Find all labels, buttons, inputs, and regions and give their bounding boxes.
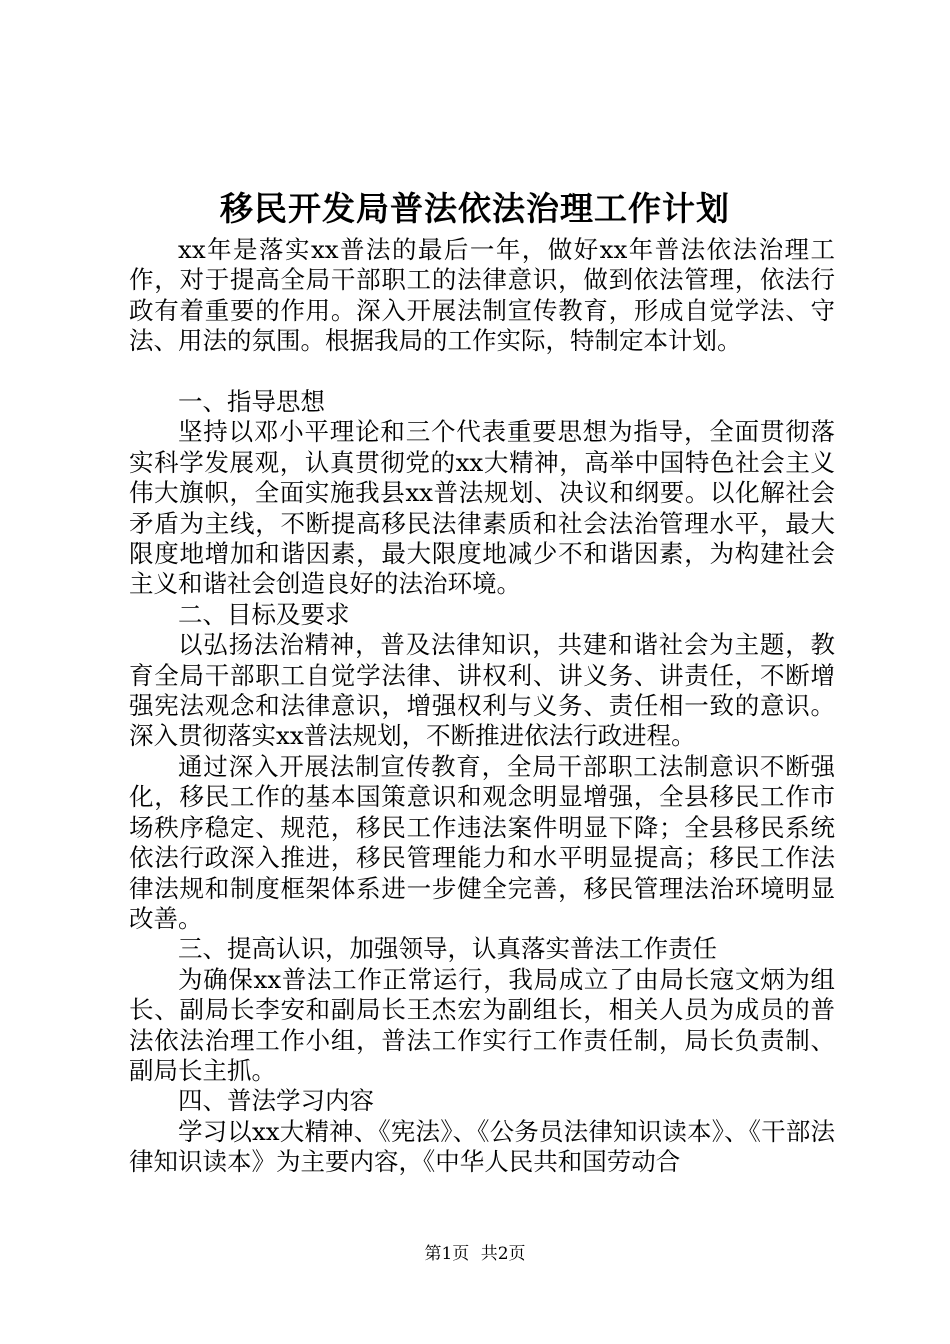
paragraph-goals-2: 通过深入开展法制宣传教育，全局干部职工法制意识不断强化，移民工作的基本国策意识和观念明显增强，全县移民工作市场秩序稳定、规范，移民工作违法案件明显下降；全县移民系统依法行政深入推进，移民管理能力和水平明显提高；移民工作法律法规和制度框架体系进一步健全完善，移民管理法治环境明显改善。 bbox=[129, 751, 835, 933]
page-footer bbox=[0, 1242, 950, 1266]
section-heading-study-content: 四、普法学习内容 bbox=[178, 1086, 374, 1116]
paragraph-leadership: 为确保xx普法工作正常运行，我局成立了由局长寇文炳为组长、副局长李安和副局长王杰宏为副组长，相关人员为成员的普法依法治理工作小组，普法工作实行工作责任制，局长负责制、副局长主抓。 bbox=[129, 964, 835, 1085]
section-heading-goals: 二、目标及要求 bbox=[178, 599, 350, 629]
paragraph-guiding-ideology: 坚持以邓小平理论和三个代表重要思想为指导，全面贯彻落实科学发展观，认真贯彻党的xx大精神，高举中国特色社会主义伟大旗帜，全面实施我县xx普法规划、决议和纲要。以化解社会矛盾为主线，不断提高移民法律素质和社会法治管理水平，最大限度地增加和谐因素，最大限度地减少不和谐因素，为构建社会主义和谐社会创造良好的法治环境。 bbox=[129, 417, 835, 599]
page-total: 共2页 bbox=[480, 1244, 526, 1264]
document-body bbox=[129, 235, 835, 1178]
page-title: 移民开发局普法依法治理工作计划 bbox=[220, 189, 730, 228]
section-heading-guiding-ideology: 一、指导思想 bbox=[178, 387, 325, 417]
paragraph-study-content: 学习以xx大精神、《宪法》、《公务员法律知识读本》、《干部法律知识读本》为主要内容，《中华人民共和国劳动合 bbox=[129, 1116, 835, 1177]
page-number: 第1页 bbox=[424, 1244, 470, 1264]
intro-paragraph: xx年是落实xx普法的最后一年，做好xx年普法依法治理工作，对于提高全局干部职工的法律意识，做到依法管理，依法行政有着重要的作用。深入开展法制宣传教育，形成自觉学法、守法、用法的氛围。根据我局的工作实际，特制定本计划。 bbox=[129, 235, 835, 356]
paragraph-goals-1: 以弘扬法治精神，普及法律知识，共建和谐社会为主题，教育全局干部职工自觉学法律、讲权利、讲义务、讲责任，不断增强宪法观念和法律意识，增强权利与义务、责任相一致的意识。深入贯彻落实xx普法规划，不断推进依法行政进程。 bbox=[129, 630, 835, 751]
section-heading-leadership: 三、提高认识，加强领导，认真落实普法工作责任 bbox=[178, 934, 717, 964]
